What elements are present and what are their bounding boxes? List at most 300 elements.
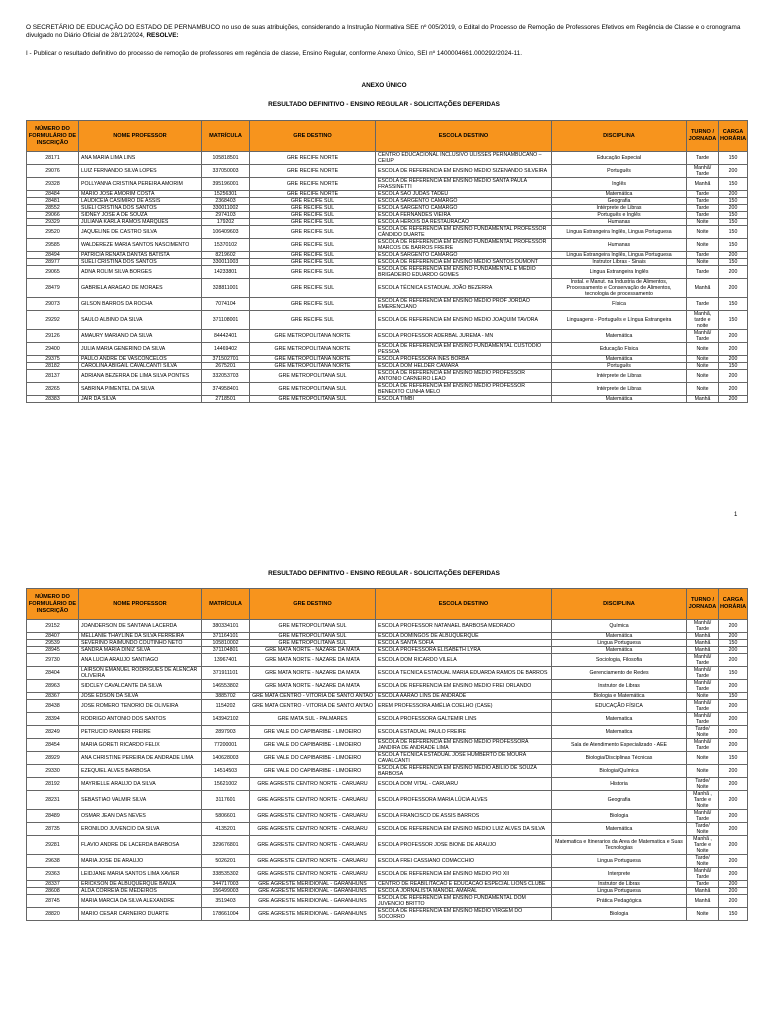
- results-table-2: [26, 588, 748, 921]
- cell-disciplina: Gerenciamento de Redes: [552, 667, 687, 680]
- cell-gre: GRE RECIFE NORTE: [250, 191, 376, 198]
- cell-matricula: 3519403: [202, 895, 250, 908]
- cell-numero: 29328: [27, 178, 79, 191]
- cell-matricula: 146553802: [202, 680, 250, 693]
- cell-turno: Manhã/ Tarde: [687, 620, 719, 633]
- table-header-row: [27, 589, 748, 620]
- cell-escola: ESCOLA ESTADUAL PAULO FREIRE: [376, 726, 552, 739]
- cell-escola: ESCOLA DOM HELDER CÂMARA: [376, 363, 552, 370]
- cell-disciplina: Lingua Estrangeira Inglês, Lingua Portuguesa: [552, 252, 687, 259]
- cell-matricula: 106409603: [202, 226, 250, 239]
- cell-turno: Tarde: [687, 266, 719, 279]
- col-header-matricula: MATRÍCULA: [202, 589, 250, 620]
- cell-numero: 28945: [27, 647, 79, 654]
- cell-escola: ESCOLA FERNANDES VIEIRA: [376, 212, 552, 219]
- cell-disciplina: Matemática: [552, 330, 687, 343]
- cell-nome: JAIR DA SILVA: [79, 396, 202, 403]
- cell-gre: GRE AGRESTE MERIDIONAL - GARANHUNS: [250, 895, 376, 908]
- cell-gre: GRE METROPOLITANA SUL: [250, 383, 376, 396]
- cell-nome: SEVERINO RAIMUNDO COUTINHO NETO: [79, 640, 202, 647]
- cell-numero: 28745: [27, 895, 79, 908]
- table-row: [27, 726, 748, 739]
- cell-turno: Manhã: [687, 640, 719, 647]
- cell-disciplina: Interprete: [552, 868, 687, 881]
- cell-gre: GRE AGRESTE MERIDIONAL - GARANHUNS: [250, 881, 376, 888]
- cell-carga: 200: [719, 633, 748, 640]
- table-row: [27, 226, 748, 239]
- cell-matricula: 15370102: [202, 239, 250, 252]
- cell-matricula: 5026201: [202, 855, 250, 868]
- table-row: [27, 279, 748, 298]
- cell-matricula: 2368403: [202, 198, 250, 205]
- cell-gre: GRE RECIFE SUL: [250, 198, 376, 205]
- cell-matricula: 2897903: [202, 726, 250, 739]
- cell-gre: GRE METROPOLITANA SUL: [250, 620, 376, 633]
- cell-disciplina: Geografia: [552, 198, 687, 205]
- cell-gre: GRE AGRESTE CENTRO NORTE - CARUARU: [250, 855, 376, 868]
- cell-gre: GRE RECIFE SUL: [250, 219, 376, 226]
- table-row: [27, 396, 748, 403]
- cell-carga: 200: [719, 252, 748, 259]
- cell-carga: 200: [719, 165, 748, 178]
- cell-escola: ESCOLA TÉCNICA ESTADUAL JOÃO BEZERRA: [376, 279, 552, 298]
- cell-nome: WALDEREZE MARIA SANTOS NASCIMENTO: [79, 239, 202, 252]
- cell-matricula: 371911101: [202, 667, 250, 680]
- cell-nome: LAUDICEIA CASIMIRO DE ASSIS: [79, 198, 202, 205]
- cell-numero: 28182: [27, 363, 79, 370]
- cell-nome: JULIA MARIA GENERINO DA SILVA: [79, 343, 202, 356]
- table-row: [27, 823, 748, 836]
- cell-carga: 200: [719, 647, 748, 654]
- cell-carga: 200: [719, 791, 748, 810]
- cell-disciplina: Matematica e Itinerarios da Area de Matematica e Suas Tecnologias: [552, 836, 687, 855]
- cell-gre: GRE MATA SUL - PALMARES: [250, 713, 376, 726]
- cell-matricula: 14469402: [202, 343, 250, 356]
- cell-escola: ESCOLA DE REFERENCIA EM ENSINO FUNDAMENTAL DOM JUVENCIO BRITTO: [376, 895, 552, 908]
- cell-turno: Tarde: [687, 205, 719, 212]
- cell-numero: 28481: [27, 198, 79, 205]
- cell-numero: 29520: [27, 226, 79, 239]
- cell-escola: ESCOLA DE REFERENCIA EM ENSINO FUNDAMENTAL E MEDIO BRIGADEIRO EDUARDO GOMES: [376, 266, 552, 279]
- cell-gre: GRE AGRESTE CENTRO NORTE - CARUARU: [250, 810, 376, 823]
- cell-numero: 28407: [27, 633, 79, 640]
- cell-turno: Manhã: [687, 279, 719, 298]
- cell-disciplina: Biologia/Química: [552, 765, 687, 778]
- cell-nome: FLAVIO ANDRE DE LACERDA BARBOSA: [79, 836, 202, 855]
- table-row: [27, 654, 748, 667]
- cell-turno: Manhã/ Tarde: [687, 739, 719, 752]
- cell-gre: GRE MATA NORTE - NAZARE DA MATA: [250, 647, 376, 654]
- col-header-matricula: MATRÍCULA: [202, 121, 250, 152]
- cell-carga: 200: [719, 895, 748, 908]
- cell-escola: ESCOLA TIMBI: [376, 396, 552, 403]
- cell-carga: 200: [719, 765, 748, 778]
- table-row: [27, 693, 748, 700]
- cell-escola: ESCOLA DOMINGOS DE ALBUQUERQUE: [376, 633, 552, 640]
- cell-gre: GRE RECIFE NORTE: [250, 152, 376, 165]
- cell-carga: 150: [719, 152, 748, 165]
- cell-disciplina: Instrutor Libras - Sinais: [552, 259, 687, 266]
- cell-gre: GRE RECIFE SUL: [250, 212, 376, 219]
- cell-turno: Tarde: [687, 298, 719, 311]
- intro-text: [26, 24, 746, 58]
- cell-matricula: 3885702: [202, 693, 250, 700]
- cell-escola: ESCOLA TECNICA ESTADUAL MARIA EDUARDA RAMOS DE BARROS: [376, 667, 552, 680]
- cell-turno: Manhã , Tarde e Noite: [687, 836, 719, 855]
- table-row: [27, 178, 748, 191]
- cell-numero: 28231: [27, 791, 79, 810]
- cell-nome: OSMAR JEAN DAS NEVES: [79, 810, 202, 823]
- cell-turno: Manhã: [687, 396, 719, 403]
- cell-matricula: 329676801: [202, 836, 250, 855]
- col-header-numero: NÚMERO DO FORMULÁRIO DE INSCRIÇÃO: [27, 121, 79, 152]
- cell-gre: GRE METROPOLITANA SUL: [250, 633, 376, 640]
- cell-disciplina: Historia: [552, 778, 687, 791]
- cell-carga: 200: [719, 836, 748, 855]
- table-body-2: [27, 620, 748, 921]
- cell-turno: Noite: [687, 226, 719, 239]
- cell-numero: 28479: [27, 279, 79, 298]
- cell-numero: 29585: [27, 239, 79, 252]
- cell-turno: Noite: [687, 908, 719, 921]
- cell-numero: 29292: [27, 311, 79, 330]
- cell-turno: Manhã/ Tarde: [687, 810, 719, 823]
- cell-nome: PETRUCIO RANIERI FREIRE: [79, 726, 202, 739]
- table-row: [27, 252, 748, 259]
- col-header-nome: NOME PROFESSOR: [79, 589, 202, 620]
- cell-escola: ESCOLA SARGENTO CAMARGO: [376, 252, 552, 259]
- cell-numero: 29638: [27, 855, 79, 868]
- cell-carga: 200: [719, 726, 748, 739]
- cell-nome: LAIRSON EMANUEL RODRIGUES DE ALENCAR OLIVEIRA: [79, 667, 202, 680]
- cell-gre: GRE RECIFE SUL: [250, 205, 376, 212]
- cell-escola: ESCOLA DE REFERENCIA EM ENSINO MEDIO FREI ORLANDO: [376, 680, 552, 693]
- cell-disciplina: Lingua Portuguesa: [552, 855, 687, 868]
- cell-carga: 150: [719, 667, 748, 680]
- cell-nome: AMAURY MARIANO DA SILVA: [79, 330, 202, 343]
- cell-numero: 28735: [27, 823, 79, 836]
- table-row: [27, 739, 748, 752]
- intro-paragraph-1: O SECRETÁRIO DE EDUCAÇÃO DO ESTADO DE PERNAMBUCO no uso de suas atribuições, considerando a Instrução Normativa SEE nº 005/2019, o Edital do Processo de Remoção de Professores Efetivos em Regência de Classe e o cronograma divulgado no Diário Oficial de 28/12/2024, RESOLVE:: [26, 24, 741, 39]
- cell-carga: 150: [719, 239, 748, 252]
- cell-escola: ESCOLA DE REFERENCIA EM ENSINO MEDIO PROF JORDÃO EMERENCIANO: [376, 298, 552, 311]
- cell-matricula: 330011002: [202, 205, 250, 212]
- cell-nome: JOANDERSON DE SANTANA LACERDA: [79, 620, 202, 633]
- table-2-viewport: [0, 588, 768, 1024]
- cell-nome: ANA LUCIA ARAUJO SANTIAGO: [79, 654, 202, 667]
- cell-numero: 29066: [27, 212, 79, 219]
- cell-numero: 28394: [27, 713, 79, 726]
- cell-turno: Noite: [687, 765, 719, 778]
- cell-matricula: 143942102: [202, 713, 250, 726]
- cell-turno: Manhã: [687, 633, 719, 640]
- cell-disciplina: Instal. e Manut. na Industria de Alimentos, Processamento e Conservação de Alimentos, tecnologia de processamento: [552, 279, 687, 298]
- cell-escola: ESCOLA DE REFERENCIA EM ENSINO MEDIO JOAQUIM TAVORA: [376, 311, 552, 330]
- cell-carga: 200: [719, 330, 748, 343]
- cell-gre: GRE METROPOLITANA SUL: [250, 640, 376, 647]
- cell-carga: 150: [719, 363, 748, 370]
- cell-matricula: 2718501: [202, 396, 250, 403]
- cell-gre: GRE RECIFE SUL: [250, 311, 376, 330]
- cell-disciplina: Lingua Estrangeira Inglês, Lingua Portuguesa: [552, 226, 687, 239]
- cell-matricula: 7074104: [202, 298, 250, 311]
- cell-matricula: 344717003: [202, 881, 250, 888]
- cell-carga: 200: [719, 654, 748, 667]
- cell-numero: 29363: [27, 868, 79, 881]
- cell-escola: ESCOLA SANTA SOFIA: [376, 640, 552, 647]
- cell-nome: SAULO ALBINO DA SILVA: [79, 311, 202, 330]
- table-row: [27, 152, 748, 165]
- cell-matricula: 156499003: [202, 888, 250, 895]
- cell-disciplina: Lingua Portuguesa: [552, 888, 687, 895]
- cell-gre: GRE AGRESTE MERIDIONAL - GARANHUNS: [250, 908, 376, 921]
- cell-carga: 200: [719, 778, 748, 791]
- cell-matricula: 395196001: [202, 178, 250, 191]
- table-row: [27, 298, 748, 311]
- cell-numero: 29375: [27, 356, 79, 363]
- cell-turno: Manhã/ Tarde: [687, 654, 719, 667]
- cell-escola: ESCOLA DE REFERENCIA EM ENSINO MEDIO LUIZ ALVES DA SILVA: [376, 823, 552, 836]
- cell-nome: PAULO ANDRE DE VASCONCELOS: [79, 356, 202, 363]
- cell-turno: Manhã/ Tarde: [687, 330, 719, 343]
- col-header-gre: GRE DESTINO: [250, 121, 376, 152]
- cell-numero: 28454: [27, 739, 79, 752]
- table-row: [27, 836, 748, 855]
- cell-disciplina: Matemática: [552, 396, 687, 403]
- cell-escola: ESCOLA SARGENTO CAMARGO: [376, 198, 552, 205]
- cell-matricula: 2675201: [202, 363, 250, 370]
- cell-carga: 150: [719, 693, 748, 700]
- cell-gre: GRE VALE DO CAPIBARIBE - LIMOEIRO: [250, 739, 376, 752]
- table-row: [27, 791, 748, 810]
- cell-turno: Manhã: [687, 178, 719, 191]
- cell-gre: GRE AGRESTE CENTRO NORTE - CARUARU: [250, 778, 376, 791]
- col-header-escola: ESCOLA DESTINO: [376, 589, 552, 620]
- cell-numero: 28438: [27, 700, 79, 713]
- cell-disciplina: Matemática: [552, 823, 687, 836]
- cell-gre: GRE AGRESTE CENTRO NORTE - CARUARU: [250, 836, 376, 855]
- cell-matricula: 5806601: [202, 810, 250, 823]
- cell-escola: CENTRO EDUCACIONAL INCLUSIVO ULISSES PERNAMBUCANO – CEIUP: [376, 152, 552, 165]
- cell-turno: Noite: [687, 219, 719, 226]
- cell-gre: GRE MATA CENTRO - VITORIA DE SANTO ANTAO: [250, 693, 376, 700]
- cell-nome: SUELI CRISTINA DOS SANTOS: [79, 259, 202, 266]
- col-header-carga: CARGA HORÁRIA: [719, 121, 748, 152]
- cell-escola: ESCOLA DE REFERENCIA EM ENSINO MEDIO PIO XII: [376, 868, 552, 881]
- cell-turno: Noite: [687, 363, 719, 370]
- cell-disciplina: Matematica: [552, 726, 687, 739]
- cell-gre: GRE RECIFE SUL: [250, 298, 376, 311]
- cell-turno: Noite: [687, 752, 719, 765]
- cell-matricula: 380334101: [202, 620, 250, 633]
- cell-nome: MAYRIELLE ARAUJO DA SILVA: [79, 778, 202, 791]
- cell-numero: 29281: [27, 836, 79, 855]
- cell-disciplina: Biologia/Disciplinas Técnicas: [552, 752, 687, 765]
- cell-disciplina: Intérprete de Libras: [552, 205, 687, 212]
- cell-gre: GRE RECIFE SUL: [250, 226, 376, 239]
- cell-escola: ESCOLA PROFESSORA INES BORBA: [376, 356, 552, 363]
- cell-escola: ESCOLA DE REFERENCIA EM ENSINO MEDIO SIZENANDO SILVEIRA: [376, 165, 552, 178]
- cell-carga: 200: [719, 823, 748, 836]
- cell-turno: Tarde: [687, 191, 719, 198]
- cell-turno: Noite: [687, 239, 719, 252]
- cell-nome: CAROLINA ABIGAIL CAVALCANTI SILVA: [79, 363, 202, 370]
- cell-gre: GRE MATA CENTRO - VITORIA DE SANTO ANTAO: [250, 700, 376, 713]
- cell-disciplina: Sala de Atendimento Especializado - AEE: [552, 739, 687, 752]
- cell-escola: ESCOLA DE REFERENCIA EM ENSINO MEDIO SANTOS DUMONT: [376, 259, 552, 266]
- cell-turno: Noite: [687, 343, 719, 356]
- cell-matricula: 338535302: [202, 868, 250, 881]
- cell-carga: 150: [719, 226, 748, 239]
- cell-nome: RODRIGO ANTONIO DOS SANTOS: [79, 713, 202, 726]
- table-row: [27, 713, 748, 726]
- col-header-disciplina: DISCIPLINA: [552, 589, 687, 620]
- cell-matricula: 3117601: [202, 791, 250, 810]
- cell-matricula: 2974103: [202, 212, 250, 219]
- cell-gre: GRE METROPOLITANA NORTE: [250, 363, 376, 370]
- cell-numero: 28552: [27, 205, 79, 212]
- table-row: [27, 383, 748, 396]
- table-row: [27, 363, 748, 370]
- cell-disciplina: Prática Pedagógica: [552, 895, 687, 908]
- cell-gre: GRE METROPOLITANA SUL: [250, 396, 376, 403]
- cell-carga: 200: [719, 356, 748, 363]
- cell-nome: ERONILDO JUVENCIO DA SILVA: [79, 823, 202, 836]
- cell-carga: 200: [719, 855, 748, 868]
- cell-escola: ESCOLA PROFESSOR ADERBAL JUREMA - MN: [376, 330, 552, 343]
- cell-numero: 28489: [27, 810, 79, 823]
- cell-nome: SEBASTIAO VALMIR SILVA: [79, 791, 202, 810]
- cell-nome: SUELI CRISTINA DOS SANTOS: [79, 205, 202, 212]
- cell-matricula: 371502701: [202, 356, 250, 363]
- cell-turno: Manhã , Tarde e Noite: [687, 791, 719, 810]
- table-row: [27, 778, 748, 791]
- cell-escola: ESCOLA PROFESSOR NATANAEL BARBOSA MEDRADO: [376, 620, 552, 633]
- cell-turno: Manhã/ Tarde: [687, 165, 719, 178]
- cell-disciplina: Instrutor de Libras: [552, 881, 687, 888]
- cell-escola: ESCOLA PROFESSORA MARIA LÚCIA ALVES: [376, 791, 552, 810]
- cell-escola: ESCOLA FREI CASSIANO COMACCHIO: [376, 855, 552, 868]
- table-row: [27, 311, 748, 330]
- cell-nome: EZEQUIEL ALVES BARBOSA: [79, 765, 202, 778]
- cell-escola: ESCOLA DE REFERÊNCIA EM ENSINO FUNDAMENTAL PROFESSOR CÂNDIDO DUARTE: [376, 226, 552, 239]
- table-row: [27, 165, 748, 178]
- cell-disciplina: Inglês: [552, 178, 687, 191]
- cell-matricula: 337050003: [202, 165, 250, 178]
- col-header-turno: TURNO / JORNADA: [687, 589, 719, 620]
- cell-disciplina: Humanas: [552, 239, 687, 252]
- cell-numero: 28367: [27, 693, 79, 700]
- cell-escola: ESCOLA JORNALISTA MANOEL AMARAL: [376, 888, 552, 895]
- cell-matricula: 105818501: [202, 152, 250, 165]
- cell-carga: 200: [719, 396, 748, 403]
- cell-escola: ESCOLA DE REFERENCIA EM ENSINO MEDIO PROFESSOR ANTONIO CARNEIRO LEAO: [376, 370, 552, 383]
- table-row: [27, 259, 748, 266]
- cell-nome: JOSE ROMERO TENORIO DE OLIVEIRA: [79, 700, 202, 713]
- cell-escola: ESCOLA DE REFERENCIA EM ENSINO FUNDAMENTAL CUSTODIO PESSOA: [376, 343, 552, 356]
- table-row: [27, 633, 748, 640]
- cell-nome: JULIANA KARLA RAMOS MARQUES: [79, 219, 202, 226]
- col-header-escola: ESCOLA DESTINO: [376, 121, 552, 152]
- cell-escola: ESCOLA TECNICA ESTADUAL JOSE HUMBERTO DE MOURA CAVALCANTI: [376, 752, 552, 765]
- table-row: [27, 205, 748, 212]
- cell-disciplina: Matemática: [552, 191, 687, 198]
- cell-carga: 150: [719, 259, 748, 266]
- table-row: [27, 219, 748, 226]
- cell-matricula: 140628003: [202, 752, 250, 765]
- cell-carga: 200: [719, 881, 748, 888]
- cell-matricula: 84442401: [202, 330, 250, 343]
- cell-disciplina: Matemática: [552, 647, 687, 654]
- cell-numero: 29152: [27, 620, 79, 633]
- cell-carga: 150: [719, 178, 748, 191]
- table-row: [27, 752, 748, 765]
- cell-disciplina: Intérprete de Libras: [552, 370, 687, 383]
- page-number: 1: [734, 512, 738, 518]
- cell-carga: 150: [719, 640, 748, 647]
- cell-disciplina: Biologia e Matemática: [552, 693, 687, 700]
- cell-turno: Manhã/ Tarde: [687, 667, 719, 680]
- cell-numero: 28171: [27, 152, 79, 165]
- cell-matricula: 328811001: [202, 279, 250, 298]
- table-row: [27, 330, 748, 343]
- cell-carga: 200: [719, 680, 748, 693]
- table-row: [27, 888, 748, 895]
- cell-disciplina: Matemática: [552, 356, 687, 363]
- cell-disciplina: Geografia: [552, 791, 687, 810]
- cell-numero: 28929: [27, 752, 79, 765]
- cell-disciplina: Biologia: [552, 908, 687, 921]
- cell-nome: SABRINA PIMENTEL DA SILVA: [79, 383, 202, 396]
- cell-carga: 200: [719, 279, 748, 298]
- cell-carga: 200: [719, 383, 748, 396]
- cell-turno: Tarde/ Noite: [687, 778, 719, 791]
- cell-escola: ESCOLA PROFESSORA ELISABETH LYRA: [376, 647, 552, 654]
- cell-disciplina: Biologia: [552, 810, 687, 823]
- cell-carga: 200: [719, 700, 748, 713]
- intro-paragraph-2: I - Publicar o resultado definitivo do processo de remoção de professores em regência de classe, Ensino Regular, conforme Anexo Único, SEI nº 1400004661.000292/2024-11.: [26, 50, 523, 57]
- cell-disciplina: Lingua Estrangeira Inglês: [552, 266, 687, 279]
- cell-escola: CENTRO DE REABILITACAO E EDUCACAO ESPECIAL LIONS CLUBE: [376, 881, 552, 888]
- col-header-numero: NÚMERO DO FORMULÁRIO DE INSCRIÇÃO: [27, 589, 79, 620]
- table-body-1: [27, 152, 748, 403]
- cell-numero: 29065: [27, 266, 79, 279]
- cell-nome: ERICKSON DE ALBUQUERQUE BANJA: [79, 881, 202, 888]
- cell-numero: 28265: [27, 383, 79, 396]
- cell-escola: ESCOLA SARGENTO CAMARGO: [376, 205, 552, 212]
- cell-disciplina: Sociologia, Filosofia: [552, 654, 687, 667]
- cell-disciplina: Física: [552, 298, 687, 311]
- cell-turno: Noite: [687, 259, 719, 266]
- cell-gre: GRE RECIFE SUL: [250, 239, 376, 252]
- cell-turno: Noite: [687, 356, 719, 363]
- cell-nome: SIDNEY JOSE A DE SOUZA: [79, 212, 202, 219]
- cell-matricula: 15256301: [202, 191, 250, 198]
- cell-numero: 28977: [27, 259, 79, 266]
- table-row: [27, 620, 748, 633]
- cell-numero: 29073: [27, 298, 79, 311]
- cell-gre: GRE VALE DO CAPIBARIBE - LIMOEIRO: [250, 765, 376, 778]
- cell-gre: GRE AGRESTE CENTRO NORTE - CARUARU: [250, 868, 376, 881]
- table-row: [27, 640, 748, 647]
- results-table-1: [26, 120, 748, 403]
- cell-matricula: 371108001: [202, 311, 250, 330]
- table-row: [27, 370, 748, 383]
- cell-disciplina: Português: [552, 363, 687, 370]
- table-row: [27, 212, 748, 219]
- cell-nome: ADRIANA BEZERRA DE LIMA SILVA PONTES: [79, 370, 202, 383]
- table-row: [27, 881, 748, 888]
